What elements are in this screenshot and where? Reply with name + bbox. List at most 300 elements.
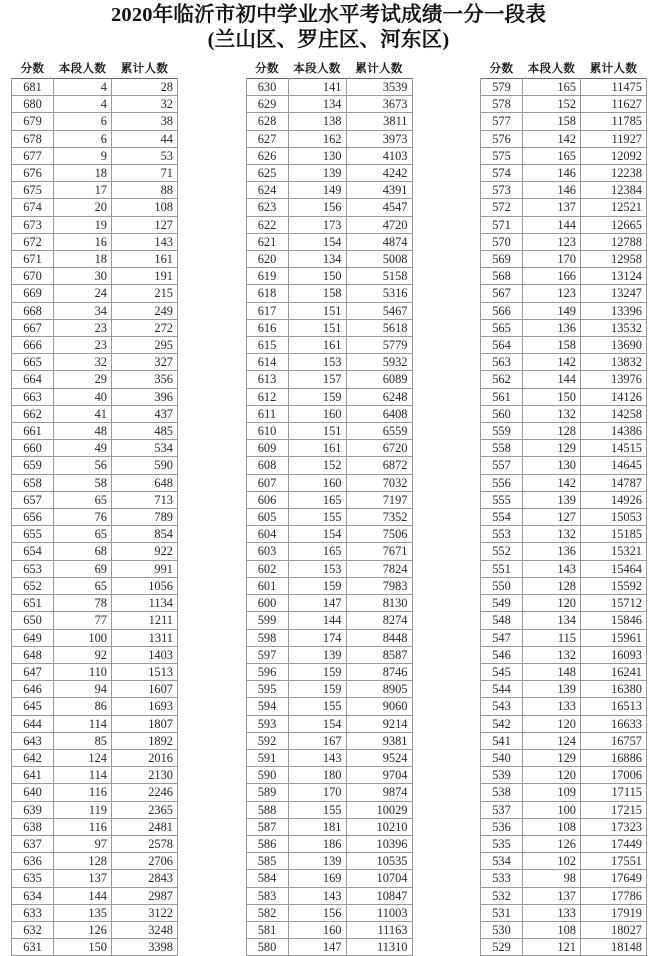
table-row <box>246 577 412 594</box>
cell-cumulative-count: 11927 <box>581 130 647 147</box>
cell-cumulative-count: 3539 <box>346 79 412 96</box>
cell-cumulative-count: 15592 <box>581 577 647 594</box>
table-row <box>481 388 647 405</box>
cell-cumulative-count: 7352 <box>346 509 412 526</box>
cell-score: 617 <box>246 302 288 319</box>
cell-segment-count: 165 <box>288 491 346 508</box>
cell-cumulative-count: 18148 <box>581 939 647 956</box>
cell-segment-count: 144 <box>288 612 346 629</box>
table-row <box>246 646 412 663</box>
cell-cumulative-count: 16633 <box>581 715 647 732</box>
table-row <box>12 337 178 354</box>
cell-segment-count: 165 <box>523 79 581 96</box>
cell-cumulative-count: 7506 <box>346 526 412 543</box>
table-block-1 <box>11 60 177 956</box>
cell-segment-count: 29 <box>54 371 112 388</box>
cell-cumulative-count: 8587 <box>346 646 412 663</box>
cell-segment-count: 128 <box>523 577 581 594</box>
cell-score: 639 <box>12 801 54 818</box>
cell-segment-count: 98 <box>523 870 581 887</box>
cell-segment-count: 120 <box>523 715 581 732</box>
cell-score: 659 <box>12 457 54 474</box>
cell-score: 667 <box>12 319 54 336</box>
cell-cumulative-count: 17786 <box>581 887 647 904</box>
cell-cumulative-count: 15321 <box>581 543 647 560</box>
table-row <box>246 371 412 388</box>
table-row <box>12 749 178 766</box>
cell-score: 652 <box>12 577 54 594</box>
cell-segment-count: 149 <box>288 182 346 199</box>
cell-cumulative-count: 4242 <box>346 165 412 182</box>
cell-segment-count: 34 <box>54 302 112 319</box>
cell-score: 530 <box>481 921 523 938</box>
cell-cumulative-count: 6872 <box>346 457 412 474</box>
table-row <box>12 319 178 336</box>
table-row <box>246 784 412 801</box>
cell-score: 627 <box>246 130 288 147</box>
cell-cumulative-count: 6720 <box>346 440 412 457</box>
cell-segment-count: 143 <box>523 560 581 577</box>
table-row <box>481 939 647 956</box>
cell-cumulative-count: 648 <box>112 474 178 491</box>
table-row <box>481 887 647 904</box>
cell-segment-count: 134 <box>523 612 581 629</box>
cell-cumulative-count: 991 <box>112 560 178 577</box>
cell-cumulative-count: 4874 <box>346 233 412 250</box>
table-row <box>481 870 647 887</box>
cell-score: 678 <box>12 130 54 147</box>
cell-cumulative-count: 12665 <box>581 216 647 233</box>
table-row <box>481 921 647 938</box>
cell-score: 626 <box>246 147 288 164</box>
cell-cumulative-count: 3248 <box>112 921 178 938</box>
cell-segment-count: 156 <box>288 904 346 921</box>
cell-score: 549 <box>481 595 523 612</box>
cell-score: 545 <box>481 663 523 680</box>
table-row <box>246 251 412 268</box>
cell-cumulative-count: 6408 <box>346 405 412 422</box>
cell-score: 595 <box>246 681 288 698</box>
cell-score: 669 <box>12 285 54 302</box>
cell-cumulative-count: 10210 <box>346 818 412 835</box>
cell-segment-count: 159 <box>288 577 346 594</box>
cell-cumulative-count: 8905 <box>346 681 412 698</box>
cell-score: 537 <box>481 801 523 818</box>
cell-segment-count: 18 <box>54 165 112 182</box>
table-row <box>12 199 178 216</box>
table-row <box>12 629 178 646</box>
table-row <box>481 405 647 422</box>
cell-cumulative-count: 3673 <box>346 96 412 113</box>
cell-score: 569 <box>481 251 523 268</box>
cell-score: 623 <box>246 199 288 216</box>
cell-cumulative-count: 713 <box>112 491 178 508</box>
cell-cumulative-count: 437 <box>112 405 178 422</box>
cell-cumulative-count: 28 <box>112 79 178 96</box>
cell-segment-count: 186 <box>288 835 346 852</box>
table-row <box>246 354 412 371</box>
cell-segment-count: 49 <box>54 440 112 457</box>
cell-cumulative-count: 32 <box>112 96 178 113</box>
table-row <box>246 509 412 526</box>
cell-score: 544 <box>481 681 523 698</box>
table-row <box>481 509 647 526</box>
cell-cumulative-count: 127 <box>112 216 178 233</box>
cell-segment-count: 114 <box>54 715 112 732</box>
table-row <box>481 216 647 233</box>
cell-segment-count: 157 <box>288 371 346 388</box>
cell-score: 589 <box>246 784 288 801</box>
cell-cumulative-count: 14515 <box>581 440 647 457</box>
cell-segment-count: 144 <box>523 216 581 233</box>
table-row <box>246 405 412 422</box>
cell-score: 647 <box>12 663 54 680</box>
cell-cumulative-count: 9874 <box>346 784 412 801</box>
cell-score: 640 <box>12 784 54 801</box>
cell-score: 645 <box>12 698 54 715</box>
cell-cumulative-count: 88 <box>112 182 178 199</box>
table-row <box>246 887 412 904</box>
table-row <box>12 801 178 818</box>
table-row <box>481 560 647 577</box>
table-row <box>12 405 178 422</box>
cell-score: 673 <box>12 216 54 233</box>
cell-segment-count: 128 <box>523 423 581 440</box>
cell-score: 579 <box>481 79 523 96</box>
cell-segment-count: 133 <box>523 904 581 921</box>
cell-score: 541 <box>481 732 523 749</box>
cell-cumulative-count: 15185 <box>581 526 647 543</box>
table-row <box>12 612 178 629</box>
cell-cumulative-count: 14645 <box>581 457 647 474</box>
cell-score: 658 <box>12 474 54 491</box>
cell-segment-count: 158 <box>523 113 581 130</box>
cell-cumulative-count: 13532 <box>581 319 647 336</box>
cell-cumulative-count: 8274 <box>346 612 412 629</box>
cell-cumulative-count: 16093 <box>581 646 647 663</box>
cell-segment-count: 68 <box>54 543 112 560</box>
table-row <box>481 337 647 354</box>
cell-cumulative-count: 1211 <box>112 612 178 629</box>
cell-cumulative-count: 12521 <box>581 199 647 216</box>
cell-score: 581 <box>246 921 288 938</box>
cell-cumulative-count: 13690 <box>581 337 647 354</box>
cell-score: 646 <box>12 681 54 698</box>
cell-score: 681 <box>12 79 54 96</box>
table-block-3 <box>480 60 646 956</box>
cell-cumulative-count: 14258 <box>581 405 647 422</box>
cell-cumulative-count: 17449 <box>581 835 647 852</box>
table-row <box>246 268 412 285</box>
table-row <box>481 182 647 199</box>
table-row <box>12 509 178 526</box>
cell-score: 629 <box>246 96 288 113</box>
cell-segment-count: 150 <box>54 939 112 956</box>
table-row <box>481 749 647 766</box>
cell-segment-count: 134 <box>288 251 346 268</box>
cell-segment-count: 6 <box>54 130 112 147</box>
cell-segment-count: 65 <box>54 526 112 543</box>
cell-score: 555 <box>481 491 523 508</box>
cell-score: 598 <box>246 629 288 646</box>
cell-segment-count: 138 <box>288 113 346 130</box>
cell-score: 620 <box>246 251 288 268</box>
cell-score: 680 <box>12 96 54 113</box>
cell-score: 653 <box>12 560 54 577</box>
cell-cumulative-count: 485 <box>112 423 178 440</box>
table-row <box>246 853 412 870</box>
table-row <box>12 698 178 715</box>
cell-segment-count: 40 <box>54 388 112 405</box>
cell-segment-count: 144 <box>523 371 581 388</box>
table-row <box>481 784 647 801</box>
cell-segment-count: 129 <box>523 440 581 457</box>
table-row <box>481 285 647 302</box>
cell-cumulative-count: 16886 <box>581 749 647 766</box>
table-row <box>246 595 412 612</box>
cell-cumulative-count: 534 <box>112 440 178 457</box>
table-row <box>12 577 178 594</box>
score-table-3 <box>480 60 647 956</box>
cell-score: 566 <box>481 302 523 319</box>
cell-score: 538 <box>481 784 523 801</box>
cell-score: 542 <box>481 715 523 732</box>
table-row <box>481 233 647 250</box>
cell-cumulative-count: 2246 <box>112 784 178 801</box>
cell-cumulative-count: 6248 <box>346 388 412 405</box>
cell-cumulative-count: 15464 <box>581 560 647 577</box>
cell-segment-count: 4 <box>54 79 112 96</box>
cell-segment-count: 159 <box>288 388 346 405</box>
table-row <box>481 612 647 629</box>
cell-score: 596 <box>246 663 288 680</box>
cell-score: 630 <box>246 79 288 96</box>
cell-segment-count: 136 <box>523 319 581 336</box>
table-row <box>12 182 178 199</box>
table-row <box>12 165 178 182</box>
cell-score: 663 <box>12 388 54 405</box>
cell-score: 599 <box>246 612 288 629</box>
table-row <box>481 835 647 852</box>
table-row <box>246 199 412 216</box>
cell-segment-count: 9 <box>54 147 112 164</box>
cell-cumulative-count: 9381 <box>346 732 412 749</box>
cell-cumulative-count: 3811 <box>346 113 412 130</box>
cell-cumulative-count: 4103 <box>346 147 412 164</box>
cell-score: 628 <box>246 113 288 130</box>
cell-cumulative-count: 5467 <box>346 302 412 319</box>
cell-segment-count: 165 <box>288 543 346 560</box>
header-cumulative-count: 累计人数 <box>589 63 638 75</box>
cell-segment-count: 132 <box>523 405 581 422</box>
cell-segment-count: 123 <box>523 285 581 302</box>
table-row <box>12 939 178 956</box>
cell-cumulative-count: 9214 <box>346 715 412 732</box>
table-row <box>481 251 647 268</box>
cell-score: 583 <box>246 887 288 904</box>
cell-segment-count: 65 <box>54 577 112 594</box>
cell-cumulative-count: 7197 <box>346 491 412 508</box>
table-row <box>246 681 412 698</box>
cell-segment-count: 119 <box>54 801 112 818</box>
cell-segment-count: 48 <box>54 423 112 440</box>
cell-score: 661 <box>12 423 54 440</box>
table-header-3 <box>481 60 647 79</box>
cell-segment-count: 159 <box>288 663 346 680</box>
cell-segment-count: 121 <box>523 939 581 956</box>
cell-score: 637 <box>12 835 54 852</box>
cell-cumulative-count: 2987 <box>112 887 178 904</box>
cell-segment-count: 160 <box>288 405 346 422</box>
table-columns-container <box>0 60 657 956</box>
table-row <box>12 268 178 285</box>
cell-score: 532 <box>481 887 523 904</box>
cell-score: 585 <box>246 853 288 870</box>
cell-segment-count: 133 <box>523 698 581 715</box>
cell-score: 644 <box>12 715 54 732</box>
cell-segment-count: 161 <box>288 337 346 354</box>
cell-cumulative-count: 5779 <box>346 337 412 354</box>
table-row <box>246 543 412 560</box>
cell-segment-count: 139 <box>523 491 581 508</box>
cell-segment-count: 128 <box>54 853 112 870</box>
cell-cumulative-count: 5158 <box>346 268 412 285</box>
cell-cumulative-count: 3973 <box>346 130 412 147</box>
table-row <box>246 319 412 336</box>
cell-cumulative-count: 1403 <box>112 646 178 663</box>
table-row <box>246 732 412 749</box>
cell-segment-count: 130 <box>523 457 581 474</box>
cell-score: 601 <box>246 577 288 594</box>
table-row <box>481 767 647 784</box>
cell-segment-count: 77 <box>54 612 112 629</box>
cell-cumulative-count: 295 <box>112 337 178 354</box>
cell-segment-count: 139 <box>288 646 346 663</box>
table-row <box>246 96 412 113</box>
cell-segment-count: 124 <box>54 749 112 766</box>
cell-segment-count: 32 <box>54 354 112 371</box>
cell-cumulative-count: 9704 <box>346 767 412 784</box>
table-row <box>12 251 178 268</box>
table-row <box>12 663 178 680</box>
cell-cumulative-count: 6089 <box>346 371 412 388</box>
cell-score: 590 <box>246 767 288 784</box>
cell-segment-count: 155 <box>288 509 346 526</box>
cell-score: 649 <box>12 629 54 646</box>
cell-cumulative-count: 4547 <box>346 199 412 216</box>
cell-segment-count: 19 <box>54 216 112 233</box>
cell-segment-count: 139 <box>523 681 581 698</box>
table-row <box>12 302 178 319</box>
table-row <box>246 801 412 818</box>
cell-cumulative-count: 161 <box>112 251 178 268</box>
table-row <box>12 835 178 852</box>
cell-segment-count: 115 <box>523 629 581 646</box>
cell-segment-count: 142 <box>523 354 581 371</box>
cell-score: 679 <box>12 113 54 130</box>
table-row <box>481 165 647 182</box>
table-row <box>246 457 412 474</box>
table-row <box>12 646 178 663</box>
table-row <box>246 835 412 852</box>
cell-score: 560 <box>481 405 523 422</box>
cell-segment-count: 24 <box>54 285 112 302</box>
cell-score: 551 <box>481 560 523 577</box>
table-row <box>246 612 412 629</box>
cell-segment-count: 143 <box>288 887 346 904</box>
cell-segment-count: 116 <box>54 784 112 801</box>
cell-segment-count: 86 <box>54 698 112 715</box>
table-row <box>246 870 412 887</box>
cell-cumulative-count: 590 <box>112 457 178 474</box>
table-row <box>246 182 412 199</box>
table-row <box>246 767 412 784</box>
header-score: 分数 <box>489 63 514 75</box>
cell-segment-count: 152 <box>523 96 581 113</box>
table-row <box>246 491 412 508</box>
cell-cumulative-count: 53 <box>112 147 178 164</box>
cell-score: 534 <box>481 853 523 870</box>
cell-score: 636 <box>12 853 54 870</box>
cell-score: 547 <box>481 629 523 646</box>
cell-score: 588 <box>246 801 288 818</box>
title-sub-line: (兰山区、罗庄区、河东区) <box>207 29 450 52</box>
cell-segment-count: 156 <box>288 199 346 216</box>
cell-score: 536 <box>481 818 523 835</box>
cell-cumulative-count: 13832 <box>581 354 647 371</box>
cell-cumulative-count: 10535 <box>346 853 412 870</box>
cell-cumulative-count: 9524 <box>346 749 412 766</box>
cell-cumulative-count: 18027 <box>581 921 647 938</box>
cell-score: 535 <box>481 835 523 852</box>
cell-cumulative-count: 15053 <box>581 509 647 526</box>
table-row <box>246 440 412 457</box>
cell-score: 554 <box>481 509 523 526</box>
cell-segment-count: 127 <box>523 509 581 526</box>
table-row <box>12 887 178 904</box>
cell-score: 642 <box>12 749 54 766</box>
cell-score: 584 <box>246 870 288 887</box>
cell-segment-count: 181 <box>288 818 346 835</box>
cell-segment-count: 135 <box>54 904 112 921</box>
cell-score: 676 <box>12 165 54 182</box>
cell-segment-count: 76 <box>54 509 112 526</box>
cell-segment-count: 108 <box>523 818 581 835</box>
cell-score: 582 <box>246 904 288 921</box>
cell-cumulative-count: 2578 <box>112 835 178 852</box>
cell-score: 539 <box>481 767 523 784</box>
cell-cumulative-count: 12958 <box>581 251 647 268</box>
table-row <box>12 423 178 440</box>
cell-score: 561 <box>481 388 523 405</box>
header-segment-count: 本段人数 <box>293 63 341 75</box>
table-body-1 <box>12 79 178 956</box>
cell-cumulative-count: 11163 <box>346 921 412 938</box>
cell-segment-count: 146 <box>523 165 581 182</box>
score-table-1 <box>11 60 178 956</box>
cell-segment-count: 154 <box>288 715 346 732</box>
cell-score: 591 <box>246 749 288 766</box>
table-row <box>12 491 178 508</box>
table-row <box>481 663 647 680</box>
cell-score: 654 <box>12 543 54 560</box>
table-row <box>12 543 178 560</box>
table-row <box>481 371 647 388</box>
cell-segment-count: 20 <box>54 199 112 216</box>
cell-score: 552 <box>481 543 523 560</box>
table-block-2 <box>246 60 412 956</box>
table-row <box>12 79 178 96</box>
